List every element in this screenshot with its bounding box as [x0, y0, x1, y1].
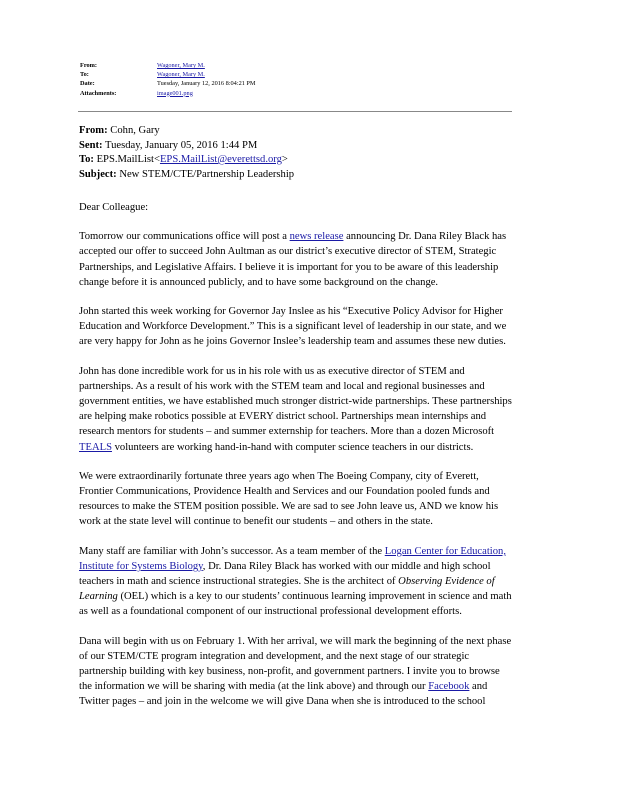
p5-text-c: (OEL) which is a key to our students’ continuous learning improvement in science and math as well as a foundational component of our instructional professional development efforts.	[79, 591, 512, 618]
logan-center-link[interactable]: Logan Center for Education, Institute for Systems Biology	[79, 545, 506, 572]
email-body	[79, 200, 515, 724]
facebook-link[interactable]: Facebook	[428, 681, 470, 693]
oel-title: Observing Evidence of Learning	[79, 576, 495, 603]
meta-to-label: To:	[80, 71, 89, 79]
greeting: Dear Colleague:	[79, 202, 149, 213]
meta-date-label: Date:	[80, 80, 95, 88]
meta-to-row	[80, 70, 256, 79]
p5-text-b: , Dr. Dana Riley Black has worked with our middle and high school teachers in math and science instructional strategies. She is the architect of	[79, 560, 491, 588]
p6-text-b: and Twitter pages – and join in the welcome we will give Dana when she is introduced to the school	[79, 681, 488, 708]
teals-link[interactable]: TEALS	[79, 441, 112, 453]
p5-text-a: Many staff are familiar with John’s successor. As a team member of the	[79, 545, 385, 557]
p6-text-a: Dana will begin with us on February 1. With her arrival, we will mark the beginning of the next phase of our STEM/CTE program integration and development, and the next stage of our strategic partnership building with key business, non-profit, and government partners. I invite you to browse the information we will be sharing with media (at the link above) and through our	[79, 635, 512, 693]
header-to-email-link[interactable]: EPS.MailList@everettsd.org	[159, 154, 282, 165]
meta-to-value[interactable]: Wagoner, Mary M.	[157, 71, 205, 79]
header-from-row	[79, 124, 294, 139]
header-sent-value: Tuesday, January 05, 2016 1:44 PM	[105, 139, 258, 151]
p1-text-b: announcing Dr. Dana Riley Black has accepted our offer to succeed John Aultman as our district’s executive director of STEM, Strategic Partnerships, and Legislative Affairs. I believe it is important for you to be aware of this leadership change before it is announced publicly, and to have some background on the change.	[79, 231, 507, 288]
header-sent-label: Sent:	[79, 139, 103, 151]
paragraph-1	[79, 229, 515, 290]
forwarded-header	[79, 124, 294, 182]
header-to-text-a: EPS.MailList<	[96, 154, 160, 165]
meta-attachment-link[interactable]: image001.png	[157, 89, 193, 97]
p3-text-a: John has done incredible work for us in his role with us as executive director of STEM and partnerships. As a result of his work with the STEM team and local and regional businesses and government entities, we have established much stronger district-wide partnerships. These partnerships are helping make robotics possible at EVERY district school. Partnerships mean internships and research mentors for students – and summer externship for teachers. More than a dozen Microsoft	[79, 365, 512, 438]
meta-attachments-row	[80, 89, 256, 98]
news-release-link[interactable]: news release	[289, 231, 344, 243]
print-metadata	[80, 61, 256, 98]
meta-from-label: From:	[80, 62, 98, 69]
header-sent-row	[79, 139, 294, 154]
header-subject-value: New STEM/CTE/Partnership Leadership	[119, 168, 295, 180]
header-subject-label: Subject:	[79, 168, 117, 180]
p1-text-a: Tomorrow our communications office will post a	[79, 231, 290, 243]
meta-from-row	[80, 61, 256, 70]
meta-from-value[interactable]: Wagoner, Mary M.	[157, 62, 205, 69]
p3-text-b: volunteers are working hand-in-hand with computer science teachers in our districts.	[111, 441, 474, 453]
header-divider	[78, 111, 512, 112]
header-from-label: From:	[79, 125, 108, 136]
header-to-label: To:	[79, 154, 94, 165]
paragraph-2: John started this week working for Governor Jay Inslee as his “Executive Policy Advisor for Higher Education and Workforce Development.” This is a significant level of leadership in our state, and we are very happy for John as he joins Governor Inslee’s leadership team and assumes these new duties.	[79, 306, 507, 348]
meta-date-value: Tuesday, January 12, 2016 8:04:21 PM	[157, 80, 256, 88]
paragraph-4: We were extraordinarily fortunate three years ago when The Boeing Company, city of Everett, Frontier Communications, Providence Health and Services and our Foundation pooled funds and resources to make the STEM position possible. We are sad to see John leave us, AND we know his work at the state level will continue to benefit our students – and others in the state.	[79, 470, 499, 528]
meta-attachments-label: Attachments:	[80, 89, 117, 97]
paragraph-6	[79, 634, 515, 710]
paragraph-3	[79, 364, 515, 455]
header-to-row	[79, 153, 294, 168]
header-subject-row	[79, 168, 294, 183]
meta-date-row	[80, 79, 256, 88]
header-to-text-b: >	[281, 154, 288, 165]
paragraph-5	[79, 544, 515, 620]
header-from-value: Cohn, Gary	[110, 125, 160, 136]
